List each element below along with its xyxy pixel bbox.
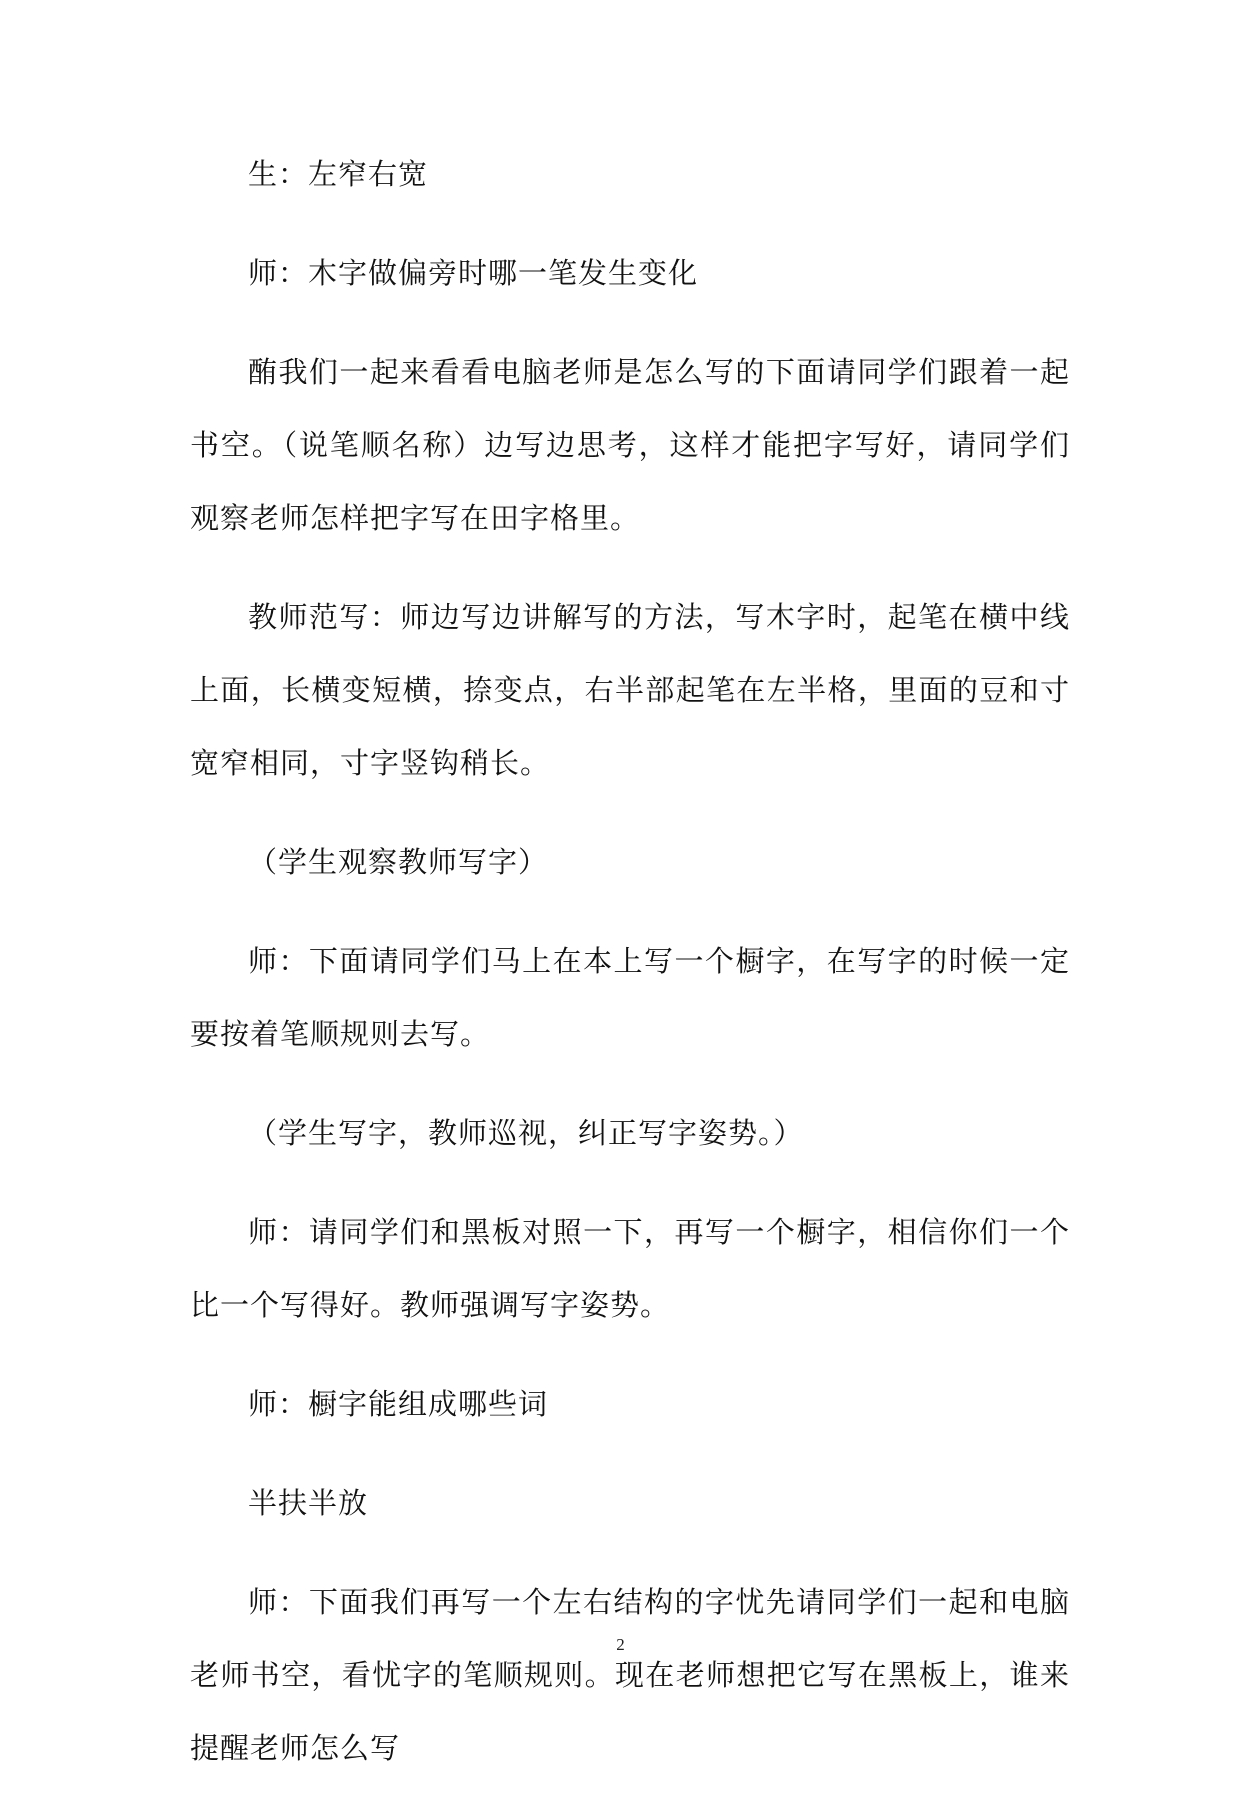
paragraph: 教师范写：师边写边讲解写的方法，写木字时，起笔在横中线上面，长横变短横，捺变点，右半部起笔在左半格，里面的豆和寸宽窄相同，寸字竖钩稍长。 [190, 600, 1070, 780]
paragraph: 师：下面我们再写一个左右结构的字忧先请同学们一起和电脑老师书空，看忧字的笔顺规则。现在老师想把它写在黑板上，谁来提醒老师怎么写 [190, 1585, 1070, 1765]
paragraph: 半扶半放 [248, 1486, 369, 1520]
document-body [190, 138, 1070, 1811]
paragraph: 师：橱字能组成哪些词 [248, 1387, 549, 1421]
paragraph: （学生观察教师写字） [248, 845, 549, 879]
paragraph: 酭我们一起来看看电脑老师是怎么写的下面请同学们跟着一起书空。（说笔顺名称）边写边思考，这样才能把字写好，请同学们观察老师怎样把字写在田字格里。 [190, 355, 1070, 535]
paragraph: 师：木字做偏旁时哪一笔发生变化 [248, 256, 699, 290]
paragraph: 师：下面请同学们马上在本上写一个橱字，在写字的时候一定要按着笔顺规则去写。 [190, 944, 1070, 1051]
paragraph: 师：请同学们和黑板对照一下，再写一个橱字，相信你们一个比一个写得好。教师强调写字姿势。 [190, 1215, 1070, 1322]
paragraph: 生：左窄右宽 [248, 157, 429, 191]
page-number: 2 [616, 1635, 625, 1654]
paragraph: （学生写字，教师巡视，纠正写字姿势。） [248, 1116, 804, 1150]
